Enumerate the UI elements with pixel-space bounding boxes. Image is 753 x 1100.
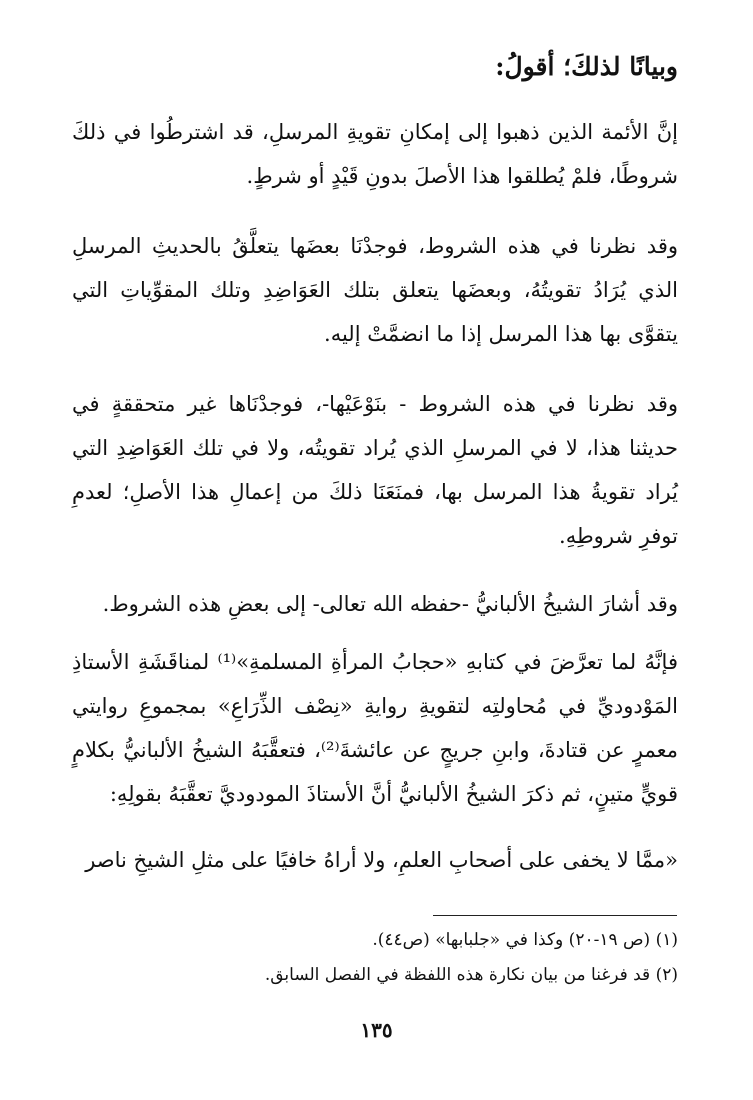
paragraph-6: «ممَّا لا يخفى على أصحابِ العلمِ، ولا أراهُ خافيًا على مثلِ الشيخِ ناصر xyxy=(85,848,678,872)
paragraph-1: إنَّ الأئمة الذين ذهبوا إلى إمكانِ تقويةِ المرسلِ، قد اشترطُوا في ذلكَ شروطًا، فلمْ يُطلقوا هذا الأصلَ بدونِ قَيْدٍ أو شرطٍ. xyxy=(72,120,678,188)
page-number: ١٣٥ xyxy=(360,1018,393,1042)
section-heading: وبيانًا لذلكَ؛ أقولُ: xyxy=(495,52,678,81)
paragraph-2: وقد نظرنا في هذه الشروط، فوجدْنَا بعضَها يتعلَّقُ بالحديثِ المرسلِ الذي يُرَادُ تقويتُهُ، وبعضَها يتعلق بتلك العَوَاضِدِ وتلك المقوِّياتِ التي يتقوَّى بها هذا المرسل إذا ما انضمَّتْ إليه. xyxy=(72,234,678,346)
footnote-2: (٢) قد فرغنا من بيان نكارة هذه اللفظة في الفصل السابق. xyxy=(264,965,678,985)
footnote-separator xyxy=(433,915,677,916)
paragraph-4: وقد أشارَ الشيخُ الألبانيُّ -حفظه الله تعالى- إلى بعضِ هذه الشروط. xyxy=(102,592,678,616)
footnote-1: (١) (ص ١٩-٢٠) وكذا في «جلبابها» (ص٤٤). xyxy=(372,930,678,950)
paragraph-5: فإنَّهُ لما تعرَّضَ في كتابهِ «حجابُ المرأةِ المسلمةِ»⁽¹⁾ لمناقَشَةِ الأستاذِ المَوْدوديِّ في مُحاولتِه لتقويةِ روايةِ «نِصْف الذِّرَاعِ» بمجموعِ روايتي معمرٍ عن قتادةَ، وابنِ جريجٍ عن عائشةَ⁽²⁾، فتعقَّبَهُ الشيخُ الألبانيُّ بكلامٍ قويٍّ متينٍ، ثم ذكرَ الشيخُ الألبانيُّ أنَّ الأستاذَ المودوديَّ تعقَّبَهُ بقولِهِ: xyxy=(72,650,679,806)
paragraph-3: وقد نظرنا في هذه الشروط - بنَوْعَيْها-، فوجدْنَاها غير متحققةٍ في حديثنا هذا، لا في المرسلِ الذي يُراد تقويتُه، ولا في تلك العَوَاضِدِ التي يُراد تقويةُ هذا المرسل بها، فمنَعَنَا ذلكَ من إعمالِ هذا الأصلِ؛ لعدمِ توفرِ شروطِهِ. xyxy=(72,392,678,548)
